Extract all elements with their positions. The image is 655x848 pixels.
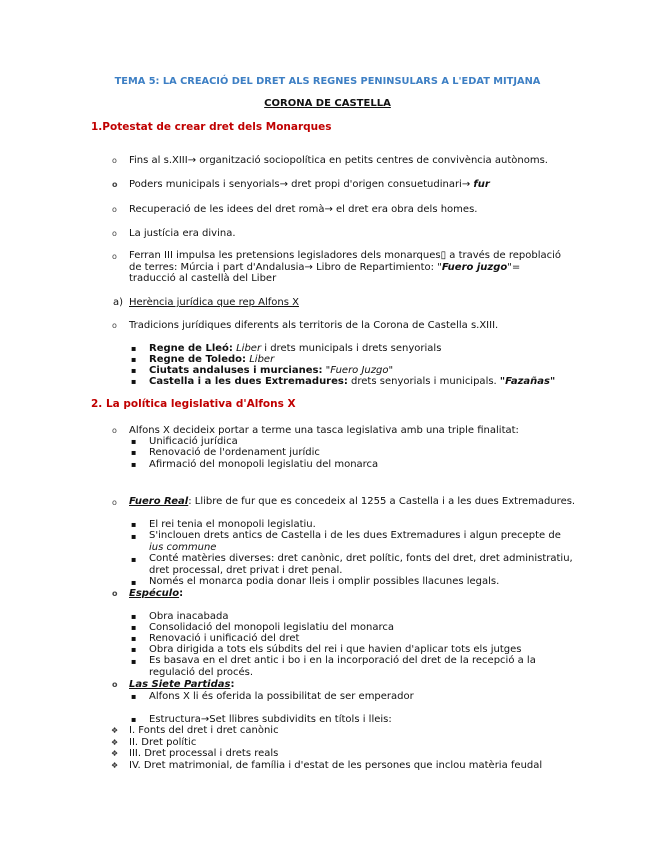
- s1-bullet-1: Fins al s.XIII→ organització sociopolítica en petits centres de convivència autònoms.: [129, 155, 548, 166]
- book-item: III. Dret processal i drets reals: [129, 748, 279, 759]
- s2-intro: Alfons X decideix portar a terme una tasca legislativa amb una triple finalitat:: [129, 425, 519, 436]
- aim-item: Afirmació del monopoli legislatiu del monarca: [149, 459, 379, 470]
- square-bullet-icon: ▪: [131, 612, 137, 621]
- s1-bullet-3: Recuperació de les idees del dret romà→ el dret era obra dels homes.: [129, 204, 478, 215]
- kingdom-item: Regne de Lleó: Liber i drets municipals i drets senyorials: [149, 343, 442, 354]
- square-bullet-icon: ▪: [131, 692, 137, 701]
- square-bullet-icon: ▪: [131, 460, 137, 469]
- fuero-item: Conté matèries diverses: dret canònic, dret polític, fonts del dret, dret administratiu, dret processal, dret privat i dret penal.: [149, 553, 573, 576]
- partidas-heading: Las Siete Partidas:: [129, 679, 235, 690]
- s1-bullet-5: Ferran III impulsa les pretensions legisladores dels monarques▯ a través de repoblació de terres: Múrcia i part d'Andalusia→ Libro de Repartimiento: "Fuero juzgo"= traducció al castellà del Liber: [129, 250, 562, 284]
- square-bullet-icon: ▪: [131, 355, 137, 364]
- section-2-heading: 2. La política legislativa d'Alfons X: [91, 398, 296, 410]
- square-bullet-icon: ▪: [131, 634, 137, 643]
- square-bullet-icon: ▪: [131, 344, 137, 353]
- s1-bullet-2: Poders municipals i senyorials→ dret propi d'origen consuetudinari→ fur: [129, 179, 490, 190]
- square-bullet-icon: ▪: [131, 520, 137, 529]
- especulo-heading: Espéculo:: [129, 588, 184, 599]
- kingdom-item: Regne de Toledo: Liber: [149, 354, 275, 365]
- circle-bullet-icon: o: [112, 589, 118, 598]
- square-bullet-icon: ▪: [131, 715, 137, 724]
- diamond-bullet-icon: ❖: [111, 761, 119, 770]
- partidas-item: Estructura→Set llibres subdividits en títols i lleis:: [149, 714, 392, 725]
- section-subtitle: CORONA DE CASTELLA: [264, 98, 391, 109]
- square-bullet-icon: ▪: [131, 555, 137, 564]
- fuero-real-line: Fuero Real: Llibre de fur que es concedeix al 1255 a Castella i a les dues Extremadures.: [129, 496, 576, 507]
- diamond-bullet-icon: ❖: [111, 738, 119, 747]
- square-bullet-icon: ▪: [131, 366, 137, 375]
- s1-bullet-4: La justícia era divina.: [129, 228, 236, 239]
- diamond-bullet-icon: ❖: [111, 749, 119, 758]
- fuero-item: El rei tenia el monopoli legislatiu.: [149, 519, 316, 530]
- circle-bullet-icon: o: [112, 426, 117, 435]
- diamond-bullet-icon: ❖: [111, 726, 119, 735]
- especulo-item: Consolidació del monopoli legislatiu del monarca: [149, 622, 395, 633]
- book-item: IV. Dret matrimonial, de família i d'estat de les persones que inclou matèria feudal: [129, 760, 543, 771]
- square-bullet-icon: ▪: [131, 377, 137, 386]
- circle-bullet-icon: o: [112, 321, 117, 330]
- partidas-item: Alfons X li és oferida la possibilitat de ser emperador: [149, 691, 414, 702]
- document-title: TEMA 5: LA CREACIÓ DEL DRET ALS REGNES PENINSULARS A L'EDAT MITJANA: [114, 76, 541, 87]
- square-bullet-icon: ▪: [131, 532, 137, 541]
- especulo-item: Obra inacabada: [149, 611, 229, 622]
- especulo-item: Obra dirigida a tots els súbdits del rei i que havien d'aplicar tots els jutges: [149, 644, 522, 655]
- fuero-item: Només el monarca podia donar lleis i omplir possibles llacunes legals.: [149, 576, 500, 587]
- book-item: I. Fonts del dret i dret canònic: [129, 725, 279, 736]
- kingdom-item: Castella i a les dues Extremadures: drets senyorials i municipals. "Fazañas": [149, 376, 556, 387]
- book-item: II. Dret polític: [129, 737, 197, 748]
- aim-item: Unificació jurídica: [149, 436, 238, 447]
- square-bullet-icon: ▪: [131, 448, 137, 457]
- square-bullet-icon: ▪: [131, 437, 137, 446]
- fuero-item: S'inclouen drets antics de Castella i de les dues Extremadures i algun precepte de ius commune: [149, 530, 561, 553]
- especulo-item: Renovació i unificació del dret: [149, 633, 300, 644]
- sub-a-marker: a): [113, 297, 124, 308]
- square-bullet-icon: ▪: [131, 578, 137, 587]
- circle-bullet-icon: o: [112, 252, 117, 261]
- square-bullet-icon: ▪: [131, 623, 137, 632]
- circle-bullet-icon: o: [112, 205, 117, 214]
- circle-bullet-icon: o: [112, 498, 117, 507]
- aim-item: Renovació de l'ordenament jurídic: [149, 447, 320, 458]
- circle-bullet-icon: o: [112, 180, 118, 189]
- circle-bullet-icon: o: [112, 229, 117, 238]
- especulo-item: Es basava en el dret antic i bo i en la incorporació del dret de la recepció a la regulació del procés.: [149, 655, 536, 678]
- circle-bullet-icon: o: [112, 156, 117, 165]
- sub-a-heading: Herència jurídica que rep Alfons X: [129, 297, 299, 308]
- s1-bullet-6: Tradicions jurídiques diferents als territoris de la Corona de Castella s.XIII.: [129, 320, 499, 331]
- square-bullet-icon: ▪: [131, 657, 137, 666]
- circle-bullet-icon: o: [112, 680, 118, 689]
- section-1-heading: 1.Potestat de crear dret dels Monarques: [91, 121, 332, 133]
- square-bullet-icon: ▪: [131, 645, 137, 654]
- kingdom-item: Ciutats andaluses i murcianes: "Fuero Juzgo": [149, 365, 394, 376]
